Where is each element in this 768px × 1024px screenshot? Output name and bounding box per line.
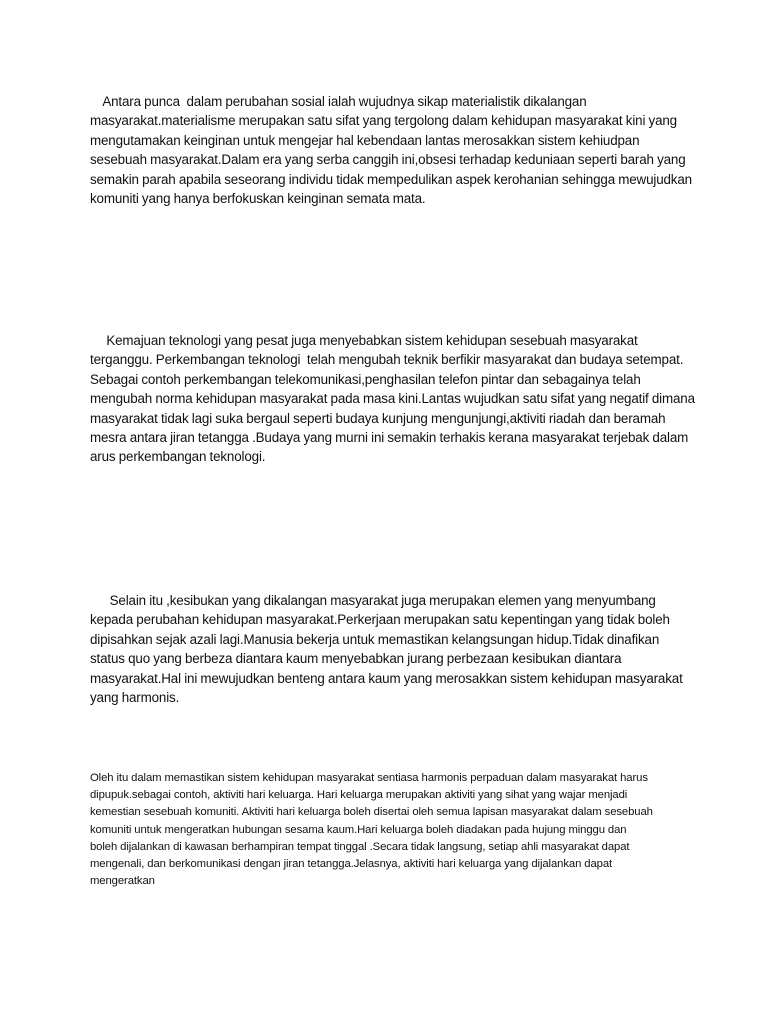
paragraph-busyness [90,591,682,707]
paragraph-technology [90,331,695,467]
text-line: komuniti yang hanya berfokuskan keinginan semata mata. [90,191,426,207]
text-line: kepada perubahan kehidupan masyarakat.Perkerjaan merupakan satu kepentingan yang tidak boleh [90,612,670,628]
text-line: dipupuk.sebagai contoh, aktiviti hari keluarga. Hari keluarga merupakan aktiviti yang sihat yang wajar menjadi [90,789,628,802]
text-line: mengutamakan keinginan untuk mengejar hal kebendaan lantas merosakkan sistem kehiudpan [90,132,640,148]
text-line: Kemajuan teknologi yang pesat juga menyebabkan sistem kehidupan sesebuah masyarakat [90,333,638,348]
text-line: arus perkembangan teknologi. [90,449,266,465]
text-line: komuniti untuk mengeratkan hubungan sesama kaum.Hari keluarga boleh diadakan pada hujung minggu dan [90,823,627,836]
text-line: masyarakat.materialisme merupakan satu sifat yang tergolong dalam kehidupan masyarakat kini yang [90,113,677,129]
text-line: kemestian sesebuah komuniti. Aktiviti hari keluarga boleh disertai oleh semua lapisan masyarakat dalam sesebuah [90,806,653,819]
paragraph-materialism [90,92,692,208]
text-line: semakin parah apabila seseorang individu tidak mempedulikan aspek kerohanian sehingga mewujudkan [90,171,692,187]
text-line: dipisahkan sejak azali lagi.Manusia bekerja untuk memastikan kelangsungan hidup.Tidak dinafikan [90,631,660,647]
paragraph-family-day [90,770,680,890]
text-line: mengeratkan [90,875,155,888]
text-line: masyarakat.Hal ini mewujudkan benteng antara kaum yang merosakkan sistem kehidupan masyarakat [90,670,683,686]
text-line: Selain itu ,kesibukan yang dikalangan masyarakat juga merupakan elemen yang menyumbang [90,593,656,608]
text-line: terganggu. Perkembangan teknologi telah mengubah teknik berfikir masyarakat dan budaya setempat. [90,352,684,368]
text-line: Oleh itu dalam memastikan sistem kehidupan masyarakat sentiasa harmonis perpaduan dalam masyarakat harus [90,772,648,784]
text-line: mengenali, dan berkomunikasi dengan jiran tetangga.Jelasnya, aktiviti hari keluarga yang dijalankan dapat [90,858,613,871]
text-line: Antara punca dalam perubahan sosial ialah wujudnya sikap materialistik dikalangan [90,94,587,109]
text-line: boleh dijalankan di kawasan berhampiran tempat tinggal .Secara tidak langsung, setiap ahli masyarakat dapat [90,840,630,853]
text-line: status quo yang berbeza diantara kaum menyebabkan jurang perbezaan kesibukan diantara [90,651,622,667]
text-line: yang harmonis. [90,690,180,706]
text-line: Sebagai contoh perkembangan telekomunikasi,penghasilan telefon pintar dan sebagainya telah [90,371,641,387]
text-line: sesebuah masyarakat.Dalam era yang serba canggih ini,obsesi terhadap keduniaan seperti barah yang [90,152,686,168]
text-line: mesra antara jiran tetangga .Budaya yang murni ini semakin terhakis kerana masyarakat terjebak dalam [90,430,689,446]
text-line: mengubah norma kehidupan masyarakat pada masa kini.Lantas wujudkan satu sifat yang negatif dimana [90,391,695,407]
text-line: masyarakat tidak lagi suka bergaul seperti budaya kunjung mengunjungi,aktiviti riadah dan beramah [90,410,666,426]
